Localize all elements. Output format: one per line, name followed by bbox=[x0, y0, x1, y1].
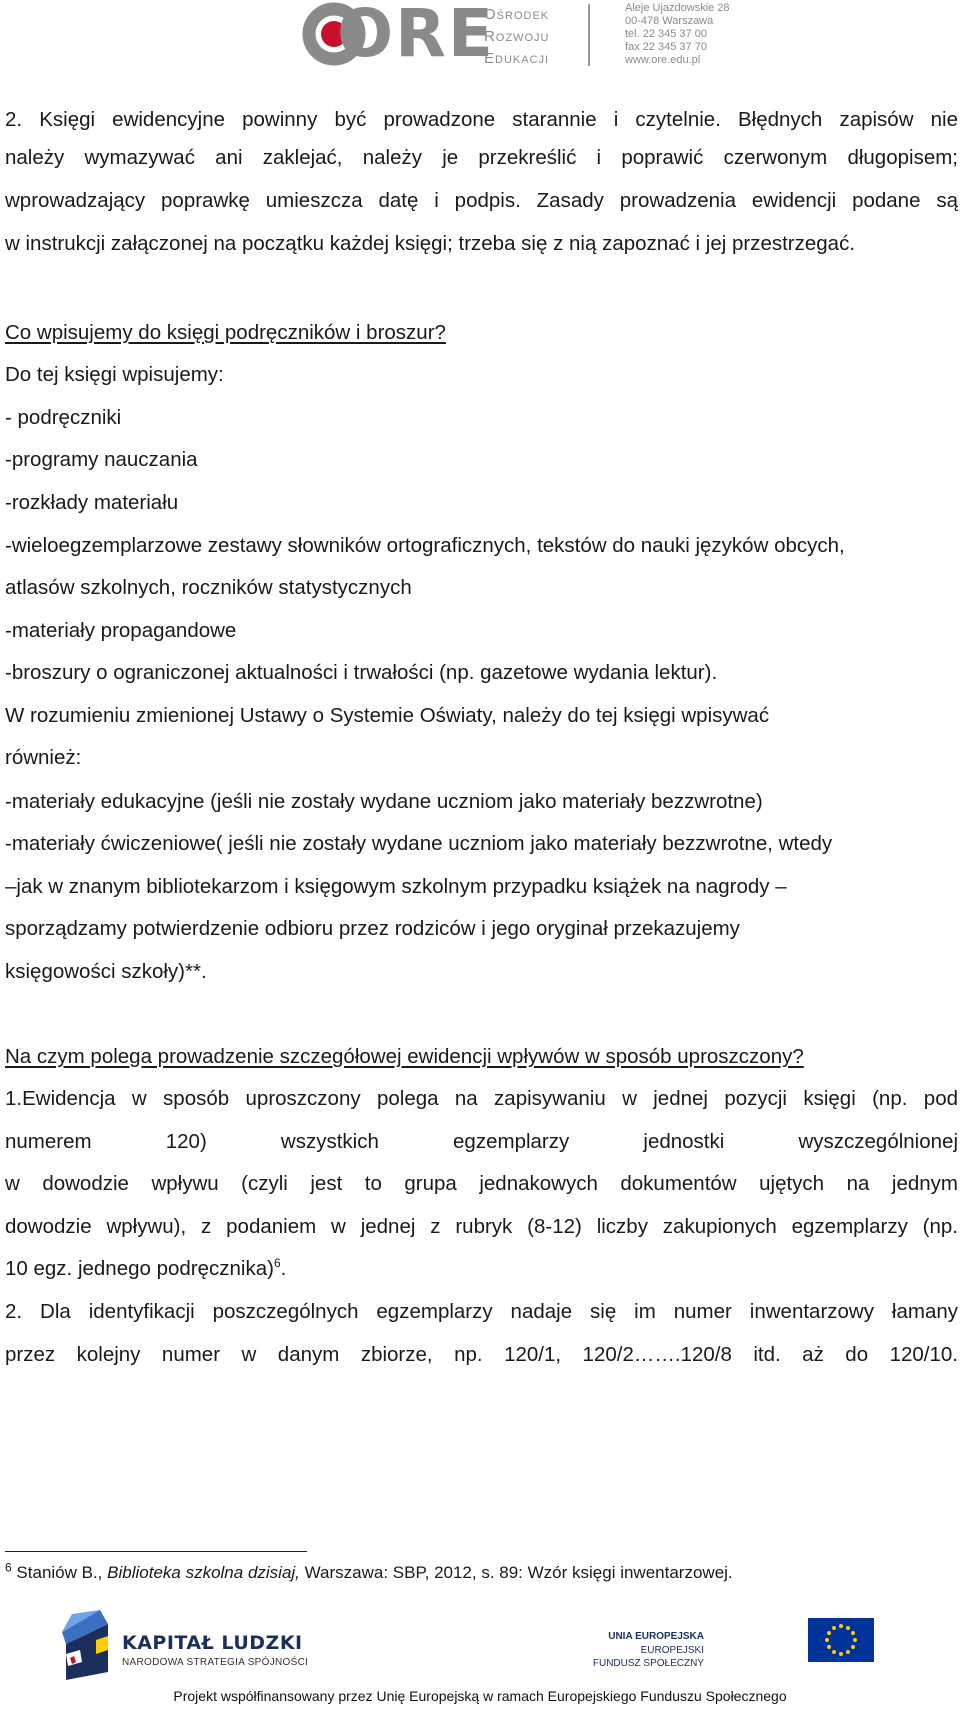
org-address: Aleje Ujazdowskie 28 00-478 Warszawa tel. 22 345 37 00 fax 22 345 37 70 www.ore.edu.pl bbox=[625, 2, 730, 66]
paragraph-line: również: bbox=[5, 746, 82, 769]
section-heading: Na czym polega prowadzenie szczegółowej ewidencji wpływów w sposób uproszczony? bbox=[5, 1045, 804, 1068]
kapital-ludzki-logo-icon bbox=[60, 1610, 118, 1682]
paragraph-line: 10 egz. jednego podręcznika)$^6$. bbox=[5, 1256, 287, 1280]
kapital-ludzki-subtitle: NARODOWA STRATEGIA SPÓJNOŚCI bbox=[122, 1657, 309, 1668]
footnote-separator bbox=[5, 1551, 307, 1552]
paragraph-line: numerem 120) wszystkich egzemplarzy jednostki wyszczególnionej bbox=[5, 1130, 958, 1153]
list-item: -programy nauczania bbox=[5, 448, 198, 471]
list-item: - podręczniki bbox=[5, 406, 122, 429]
kapital-ludzki-name: KAPITAŁ LUDZKI bbox=[122, 1632, 303, 1654]
list-item: -rozkłady materiału bbox=[5, 491, 179, 514]
footnote-ref: 6 bbox=[273, 1256, 281, 1271]
footnote-number: 6 bbox=[5, 1560, 12, 1575]
list-item: -broszury o ograniczonej aktualności i trwałości (np. gazetowe wydania lektur). bbox=[5, 661, 718, 684]
list-item: -wieloegzemplarzowe zestawy słowników ortograficznych, tekstów do nauki języków obcych, bbox=[5, 534, 845, 557]
list-item: -materiały edukacyjne (jeśli nie zostały wydane uczniom jako materiały bezzwrotne) bbox=[5, 790, 763, 813]
funding-note: Projekt współfinansowany przez Unię Europejską w ramach Europejskiego Funduszu Społecznego bbox=[173, 1688, 787, 1704]
eu-flag-icon bbox=[808, 1618, 874, 1662]
paragraph-line: Do tej księgi wpisujemy: bbox=[5, 363, 224, 386]
header-divider bbox=[588, 4, 590, 66]
paragraph-line: księgowości szkoły)**. bbox=[5, 960, 207, 983]
paragraph-line: 2. Dla identyfikacji poszczególnych egzemplarzy nadaje się im numer inwentarzowy łamany bbox=[5, 1300, 958, 1323]
list-item: -materiały ćwiczeniowe( jeśli nie zostały wydane uczniom jako materiały bezzwrotne, wtedy bbox=[5, 832, 833, 855]
paragraph-line: –jak w znanym bibliotekarzom i księgowym szkolnym przypadku książek na nagrody – bbox=[5, 875, 787, 898]
list-item: atlasów szkolnych, roczników statystycznych bbox=[5, 576, 412, 599]
paragraph-line: dowodzie wpływu), z podaniem w jednej z rubryk (8-12) liczby zakupionych egzemplarzy (np. bbox=[5, 1215, 958, 1238]
paragraph-line: wprowadzający poprawkę umieszcza datę i podpis. Zasady prowadzenia ewidencji podane są bbox=[5, 189, 958, 212]
footnote-title: Biblioteka szkolna dzisiaj, bbox=[107, 1563, 300, 1582]
paragraph-line: 2. Księgi ewidencyjne powinny być prowadzone starannie i czytelnie. Błędnych zapisów nie bbox=[5, 108, 958, 131]
logo-text: ORE bbox=[337, 0, 496, 72]
paragraph-line: 1.Ewidencja w sposób uproszczony polega na zapisywaniu w jednej pozycji księgi (np. pod bbox=[5, 1087, 958, 1110]
paragraph-line: W rozumieniu zmienionej Ustawy o Systemie Oświaty, należy do tej księgi wpisywać bbox=[5, 704, 770, 727]
page-header bbox=[0, 0, 960, 78]
paragraph-line: należy wymazywać ani zaklejać, należy je przekreślić i poprawić czerwonym długopisem; bbox=[5, 146, 958, 169]
paragraph-line: w instrukcji załączonej na początku każdej księgi; trzeba się z nią zapoznać i jej przestrzegać. bbox=[5, 232, 856, 255]
list-item: -materiały propagandowe bbox=[5, 619, 237, 642]
paragraph-line: przez kolejny numer w danym zbiorze, np. 120/1, 120/2…….120/8 itd. aż do 120/10. bbox=[5, 1343, 958, 1366]
paragraph-line: sporządzamy potwierdzenie odbioru przez rodziców i jego oryginał przekazujemy bbox=[5, 917, 740, 940]
section-heading: Co wpisujemy do księgi podręczników i broszur? bbox=[5, 321, 446, 344]
org-name: Ośrodek Rozwoju Edukacji bbox=[484, 6, 550, 67]
footnote: $^6$ Staniów B., Biblioteka szkolna dzisiaj, Warszawa: SBP, 2012, s. 89: Wzór księgi inwentarzowej. bbox=[5, 1560, 733, 1582]
paragraph-line: w dowodzie wpływu (czyli jest to grupa jednakowych dokumentów ujętych na jednym bbox=[5, 1172, 958, 1195]
